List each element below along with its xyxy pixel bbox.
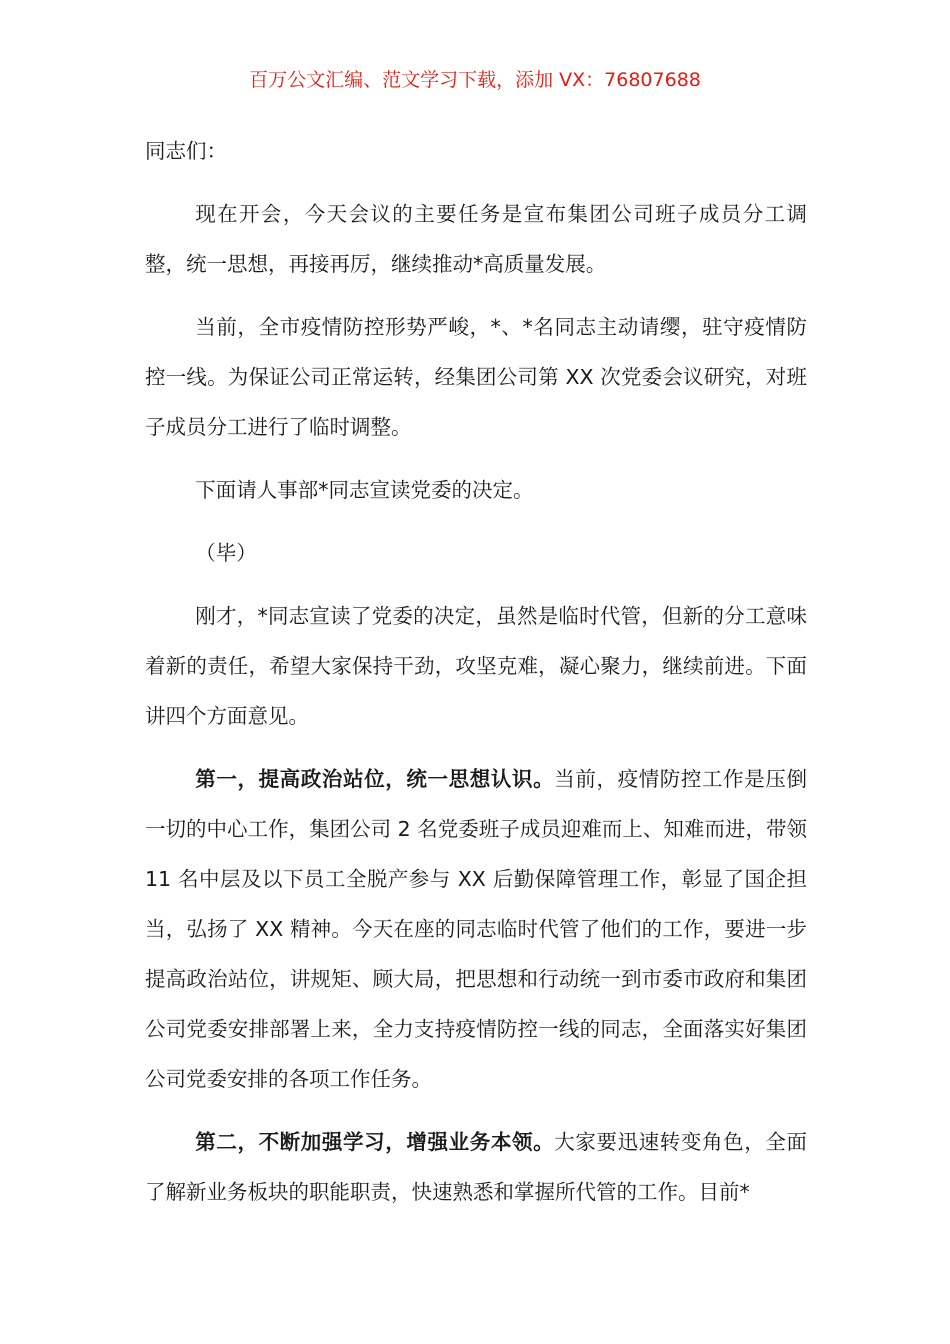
paragraph-transition: 刚才，*同志宣读了党委的决定，虽然是临时代管，但新的分工意味着新的责任，希望大家保持干劲，攻坚克难，凝心聚力，继续前进。下面讲四个方面意见。 (145, 604, 807, 728)
watermark-header: 百万公文汇编、范文学习下载，添加 VX：76807688 (249, 69, 701, 91)
paragraph-point-one (145, 754, 807, 1104)
paragraph-end-marker: （毕） (195, 541, 257, 565)
point-two-heading: 第二，不断加强学习，增强业务本领。 (195, 1130, 555, 1154)
paragraph-opening: 现在开会，今天会议的主要任务是宣布集团公司班子成员分工调整，统一思想，再接再厉，继续推动*高质量发展。 (145, 202, 807, 276)
paragraph-announcement: 下面请人事部*同志宣读党委的决定。 (195, 478, 534, 502)
salutation: 同志们： (145, 139, 227, 163)
document-body (145, 126, 807, 1217)
paragraph-background: 当前，全市疫情防控形势严峻，*、*名同志主动请缨，驻守疫情防控一线。为保证公司正常运转，经集团公司第 XX 次党委会议研究，对班子成员分工进行了临时调整。 (145, 315, 807, 439)
paragraph-point-two (145, 1117, 807, 1217)
point-two-text: 大家要迅速转变角色，全面了解新业务板块的职能职责，快速熟悉和掌握所代管的工作。目前* (145, 1130, 808, 1204)
point-one-text: 当前，疫情防控工作是压倒一切的中心工作，集团公司 2 名党委班子成员迎难而上、知难而进，带领 11 名中层及以下员工全脱产参与 XX 后勤保障管理工作，彰显了国企担当，弘扬了 XX 精神。今天在座的同志临时代管了他们的工作，要进一步提高政治站位，讲规矩、顾大局，把思想和行动统一到市委市政府和集团公司党委安排部署上来，全力支持疫情防控一线的同志，全面落实好集团公司党委安排的各项工作任务。 (145, 767, 808, 1091)
point-one-heading: 第一，提高政治站位，统一思想认识。 (195, 767, 555, 791)
